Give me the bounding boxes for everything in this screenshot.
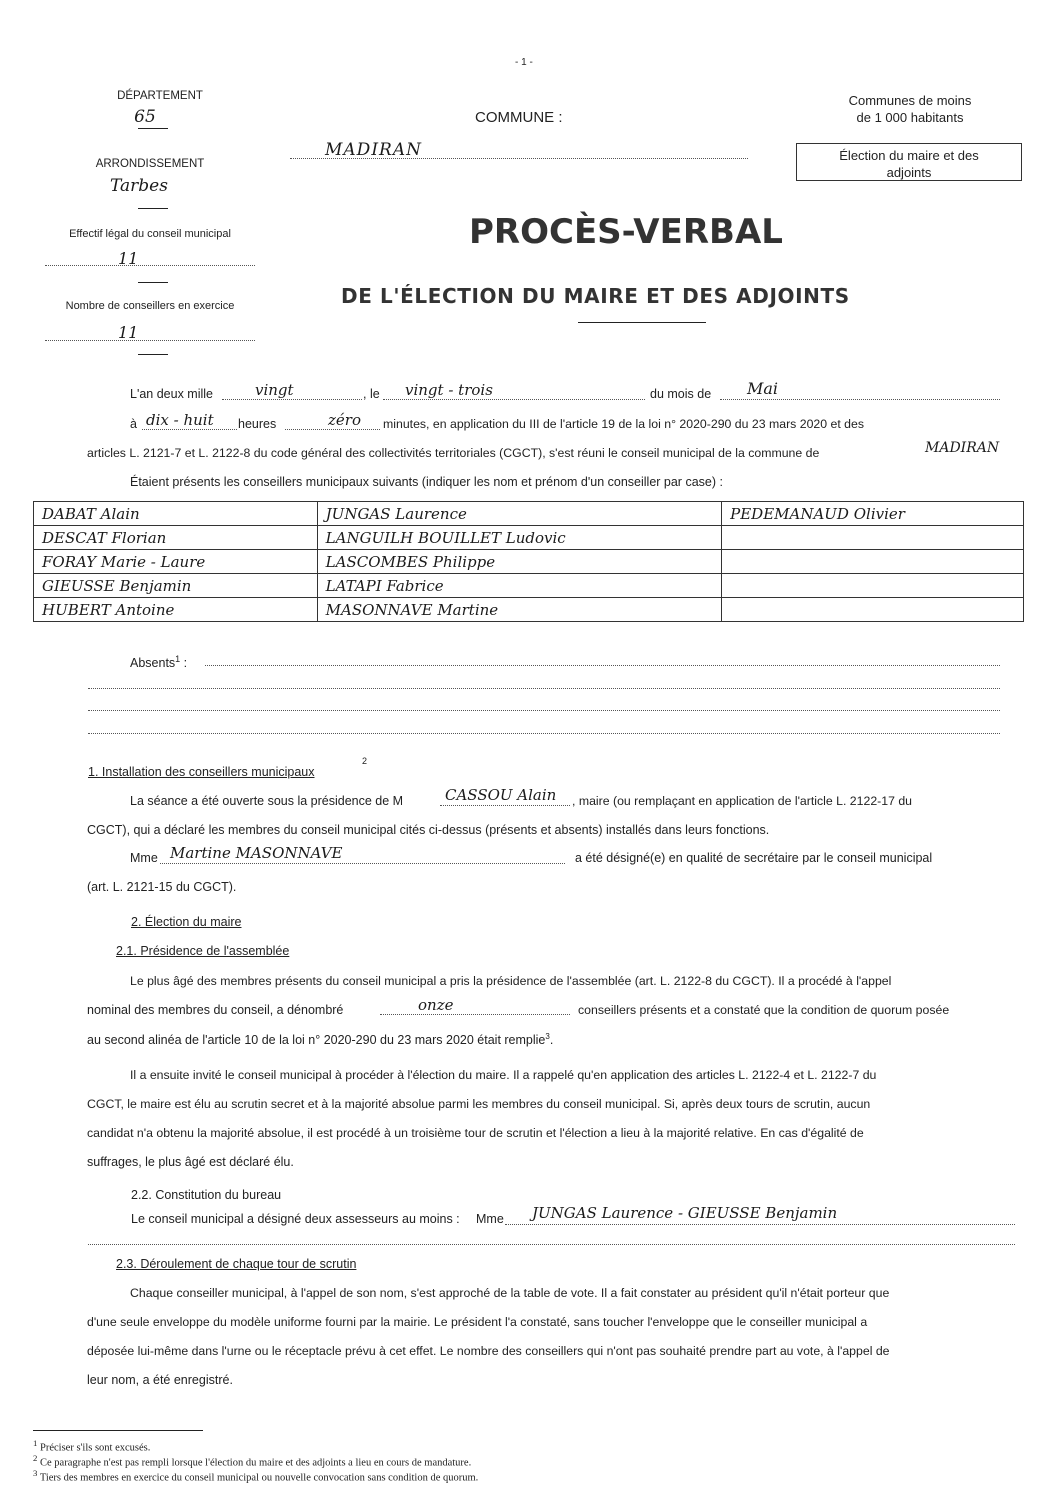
election-box-line2: adjoints <box>886 165 932 180</box>
section2-1-line2a: nominal des membres du conseil, a dénombré <box>87 1003 344 1017</box>
table-cell <box>722 598 1024 622</box>
exercice-value: 11 <box>118 323 139 342</box>
section2-1-line3: au second alinéa de l'article 10 de la loi n° 2020-290 du 23 mars 2020 était remplie$^3$. <box>87 1032 554 1048</box>
arrondissement-value: Tarbes <box>110 176 168 196</box>
section1-p2b: (art. L. 2121-15 du CGCT). <box>87 880 237 894</box>
section1-secretary: Martine MASONNAVE <box>170 844 343 862</box>
intro-text-1b: , le <box>363 387 380 401</box>
table-row <box>34 574 1024 598</box>
section1-p1b: , maire (ou remplaçant en application de l'article L. 2122-17 du <box>572 794 913 808</box>
table-cell: DABAT Alain <box>34 502 318 526</box>
section2-1-p2-line1: Il a ensuite invité le conseil municipal à procéder à l'élection du maire. Il a rappelé qu'en application des articles L. 2122-4 et L. 2122-7 du <box>130 1068 877 1082</box>
section2-3-line4: leur nom, a été enregistré. <box>87 1373 233 1387</box>
page-number: - 1 - <box>515 57 533 68</box>
table-row <box>34 502 1024 526</box>
effectif-value: 11 <box>118 249 139 268</box>
intro-day: vingt - trois <box>405 381 493 399</box>
intro-text-1a: L'an deux mille <box>130 387 213 401</box>
commune-label: COMMUNE : <box>475 109 563 126</box>
absents-label: Absents$^1$ : <box>130 654 188 671</box>
intro-year: vingt <box>255 381 294 399</box>
departement-label: DÉPARTEMENT <box>117 90 203 102</box>
section2-3-heading: 2.3. Déroulement de chaque tour de scrutin <box>116 1257 357 1271</box>
section1-sup: 2 <box>362 756 368 766</box>
table-cell: LATAPI Fabrice <box>317 574 721 598</box>
intro-text-3: articles L. 2121-7 et L. 2122-8 du code général des collectivités territoriales (CGCT), s'est réuni le conseil municipal de la commune de <box>87 446 820 460</box>
table-cell: JUNGAS Laurence <box>317 502 721 526</box>
arrondissement-label: ARRONDISSEMENT <box>95 158 205 170</box>
intro-text-4: Étaient présents les conseillers municipaux suivants (indiquer les nom et prénom d'un conseiller par case) : <box>130 475 723 489</box>
section1-p2a: a été désigné(e) en qualité de secrétaire par le conseil municipal <box>575 851 933 865</box>
table-cell: MASONNAVE Martine <box>317 598 721 622</box>
intro-text-1c: du mois de <box>650 387 712 401</box>
section1-p1a: La séance a été ouverte sous la présidence de M <box>130 794 404 808</box>
section2-3-line1: Chaque conseiller municipal, à l'appel de son nom, s'est approché de la table de vote. Il a fait constater au président qu'il n'était porteur que <box>130 1286 890 1300</box>
effectif-label: Effectif légal du conseil municipal <box>69 228 231 240</box>
table-row <box>34 526 1024 550</box>
footnote-1: $^1$ Préciser s'ils sont excusés. <box>33 1438 151 1454</box>
page-title: PROCÈS-VERBAL <box>469 212 783 252</box>
communes-line1: Communes de moins <box>848 93 972 108</box>
table-cell: PEDEMANAUD Olivier <box>722 502 1024 526</box>
section2-3-line3: déposée lui-même dans l'urne ou le réceptacle prévu à cet effet. Le nombre des conseillers qui n'ont pas souhaité prendre part au vote, à l'appel de <box>87 1344 890 1358</box>
table-cell: HUBERT Antoine <box>34 598 318 622</box>
page-subtitle: DE L'ÉLECTION DU MAIRE ET DES ADJOINTS <box>341 284 850 308</box>
intro-hour: dix - huit <box>146 411 214 429</box>
table-cell <box>722 550 1024 574</box>
table-cell: FORAY Marie - Laure <box>34 550 318 574</box>
section2-1-heading: 2.1. Présidence de l'assemblée <box>116 944 290 958</box>
section1-president: CASSOU Alain <box>445 786 557 804</box>
section2-1-count: onze <box>418 996 454 1014</box>
section2-1-p2-line2: CGCT, le maire est élu au scrutin secret et à la majorité absolue parmi les membres du conseil municipal. Si, après deux tours de scrutin, aucun <box>87 1097 871 1111</box>
section2-1-p2-line3: candidat n'a obtenu la majorité absolue, il est procédé à un troisième tour de scrutin et l'élection a lieu à la majorité relative. En cas d'égalité de <box>87 1126 864 1140</box>
table-cell: LASCOMBES Philippe <box>317 550 721 574</box>
intro-text-2c: minutes, en application du III de l'article 19 de la loi n° 2020-290 du 23 mars 2020 et des <box>383 417 865 431</box>
section2-heading: 2. Élection du maire <box>131 915 242 929</box>
table-cell: LANGUILH BOUILLET Ludovic <box>317 526 721 550</box>
intro-month: Mai <box>747 379 779 398</box>
section2-2-assessors: JUNGAS Laurence - GIEUSSE Benjamin <box>532 1204 838 1222</box>
intro-minutes: zéro <box>328 411 361 429</box>
intro-commune: MADIRAN <box>925 440 1000 456</box>
intro-text-2a: à <box>130 417 137 431</box>
section2-2-line1: Le conseil municipal a désigné deux assesseurs au moins : <box>131 1212 460 1226</box>
section2-2-mme: Mme <box>476 1212 504 1226</box>
election-box-line1: Élection du maire et des <box>839 148 979 163</box>
section2-1-line1: Le plus âgé des membres présents du conseil municipal a pris la présidence de l'assemblée (art. L. 2122-8 du CGCT). Il a procédé à l'appel <box>130 974 892 988</box>
table-cell <box>722 574 1024 598</box>
section2-2-heading: 2.2. Constitution du bureau <box>131 1188 282 1202</box>
section1-mme: Mme <box>130 851 158 865</box>
intro-text-2b: heures <box>238 417 277 431</box>
section2-1-line2b: conseillers présents et a constaté que la condition de quorum posée <box>578 1003 950 1017</box>
section1-p1c: CGCT), qui a déclaré les membres du conseil municipal cités ci-dessus (présents et absents) installés dans leurs fonctions. <box>87 823 770 837</box>
communes-line2: de 1 000 habitants <box>856 110 964 125</box>
commune-value: MADIRAN <box>325 140 422 160</box>
table-cell: DESCAT Florian <box>34 526 318 550</box>
section2-1-p2-line4: suffrages, le plus âgé est déclaré élu. <box>87 1155 294 1169</box>
footnote-3: $^3$ Tiers des membres en exercice du conseil municipal ou nouvelle convocation sans condition de quorum. <box>33 1468 479 1484</box>
table-cell <box>722 526 1024 550</box>
section2-3-line2: d'une seule enveloppe du modèle uniforme fourni par la mairie. Le président l'a constaté, sans toucher l'enveloppe que le conseiller municipal a <box>87 1315 868 1329</box>
section1-heading: 1. Installation des conseillers municipaux <box>88 765 315 779</box>
exercice-label: Nombre de conseillers en exercice <box>65 300 235 312</box>
present-councillors-table <box>33 501 1024 622</box>
table-row <box>34 550 1024 574</box>
table-cell: GIEUSSE Benjamin <box>34 574 318 598</box>
table-row <box>34 598 1024 622</box>
footnote-2: $^2$ Ce paragraphe n'est pas rempli lorsque l'élection du maire et des adjoints a lieu en cours de mandature. <box>33 1453 472 1469</box>
election-box <box>796 143 1022 181</box>
departement-value: 65 <box>134 107 156 127</box>
